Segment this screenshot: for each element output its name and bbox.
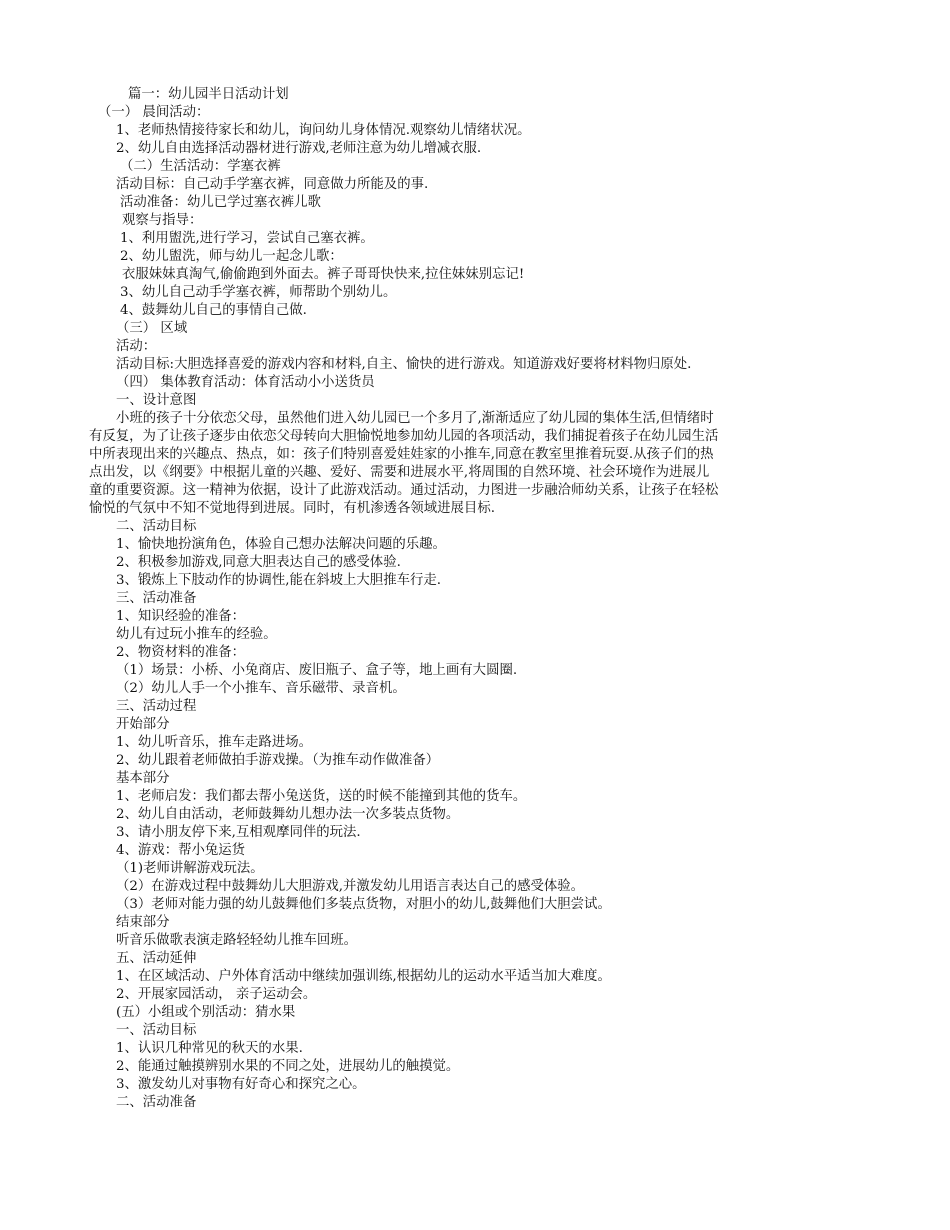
list-item: （2）幼儿人手一个小推车、音乐磁带、录音机。 [116,681,406,696]
subheading: 结束部分 [116,915,170,930]
paragraph-line: 愉悦的气氛中不知不觉地得到进展。同时，有机渗透各领域进展目标. [89,501,495,516]
section-heading: （三） 区域 [116,321,188,336]
list-item: 2、积极参加游戏,同意大胆表达自己的感受体验. [116,555,401,570]
text-line: 观察与指导： [122,213,203,228]
paragraph-line: 有反复，为了让孩子逐步由依恋父母转向大胆愉悦地参加幼儿园的各项活动，我们捕捉着孩子在幼儿园生活 [89,429,719,444]
document-title: 篇一：幼儿园半日活动计划 [128,87,289,102]
list-item: 4、鼓舞幼儿自己的事情自己做. [120,303,307,318]
list-item: 4、游戏：帮小兔运货 [116,843,246,858]
paragraph-line: 童的重要资源。这一精神为依据，设计了此游戏活动。通过活动，力图进一步融洽师幼关系，让孩子在轻松 [89,483,719,498]
list-item: 2、幼儿盥洗，师与幼儿一起念儿歌： [120,249,343,264]
list-item: （2）在游戏过程中鼓舞幼儿大胆游戏,并激发幼儿用语言表达自己的感受体验。 [116,879,585,894]
list-item: 2、物资材料的准备： [116,645,246,660]
list-item: 3、激发幼儿对事物有好奇心和探究之心。 [116,1077,366,1092]
list-item: 3、锻炼上下肢动作的协调性,能在斜坡上大胆推车行走. [116,573,442,588]
section-heading: (五）小组或个别活动：猜水果 [116,1005,296,1020]
section-heading: （一） 晨间活动： [98,105,210,120]
list-item: 1、幼儿听音乐，推车走路进场。 [116,735,312,750]
list-item: 2、幼儿跟着老师做拍手游戏操。（为推车动作做准备） [116,753,440,768]
list-item: 1、老师热情接待家长和幼儿，询问幼儿身体情况.观察幼儿情绪状况。 [116,123,531,138]
subheading: 一、设计意图 [116,393,197,408]
text-line: 活动： [116,339,157,354]
list-item: 2、幼儿自由活动，老师鼓舞幼儿想办法一次多装点货物。 [116,807,460,822]
list-item: 1、知识经验的准备： [116,609,246,624]
list-item: （1）场景：小桥、小兔商店、废旧瓶子、盒子等，地上画有大圆圈. [116,663,518,678]
list-item: 3、请小朋友停下来,互相观摩同伴的玩法. [116,825,361,840]
text-line: 活动准备：幼儿已学过塞衣裤儿歌 [120,195,321,210]
list-item: 3、幼儿自己动手学塞衣裤，师帮助个别幼儿。 [120,285,397,300]
paragraph-line: 小班的孩子十分依恋父母，虽然他们进入幼儿园已一个多月了,渐渐适应了幼儿园的集体生活,但情绪时 [116,411,714,426]
subheading: 一、活动目标 [116,1023,197,1038]
list-item: 1、老师启发：我们都去帮小兔送货，送的时候不能撞到其他的货车。 [116,789,527,804]
list-item: 1、利用盥洗,进行学习，尝试自己塞衣裤。 [120,231,374,246]
text-line: 幼儿有过玩小推车的经验。 [116,627,277,642]
subheading: 开始部分 [116,717,170,732]
list-item: 1、在区域活动、户外体育活动中继续加强训练,根据幼儿的运动水平适当加大难度。 [116,969,611,984]
list-item: 2、开展家园活动， 亲子运动会。 [116,987,317,1002]
subheading: 二、活动目标 [116,519,197,534]
text-line: 听音乐做歌表演走路轻轻幼儿推车回班。 [116,933,358,948]
list-item: （3）老师对能力强的幼儿鼓舞他们多装点货物，对胆小的幼儿,鼓舞他们大胆尝试。 [116,897,611,912]
subheading: 五、活动延伸 [116,951,197,966]
list-item: （1)老师讲解游戏玩法。 [116,861,264,876]
subheading: 三、活动过程 [116,699,197,714]
list-item: 2、能通过触摸辨别水果的不同之处，进展幼儿的触摸觉。 [116,1059,460,1074]
subheading: 二、活动准备 [116,1095,197,1110]
paragraph-line: 中所表现出来的兴趣点、热点，如：孩子们特别喜爱娃娃家的小推车,同意在教室里推着玩耍.从孩子们的热 [89,447,714,462]
subheading: 三、活动准备 [116,591,197,606]
section-heading: （四） 集体教育活动：体育活动小小送货员 [116,375,375,390]
section-heading: （二）生活活动：学塞衣裤 [120,159,281,174]
text-line: 衣服妹妹真淘气,偷偷跑到外面去。裤子哥哥快快来,拉住妹妹别忘记! [122,267,525,282]
text-line: 活动目标:大胆选择喜爱的游戏内容和材料,自主、愉快的进行游戏。知道游戏好要将材料物归原处. [116,357,692,372]
list-item: 1、认识几种常见的秋天的水果. [116,1041,303,1056]
list-item: 1、愉快地扮演角色，体验自己想办法解决问题的乐趣。 [116,537,446,552]
list-item: 2、幼儿自由选择活动器材进行游戏,老师注意为幼儿增减衣服. [116,141,482,156]
subheading: 基本部分 [116,771,170,786]
text-line: 活动目标：自己动手学塞衣裤，同意做力所能及的事. [116,177,429,192]
paragraph-line: 点出发，以《纲要》中根据儿童的兴趣、爱好、需要和进展水平,将周围的自然环境、社会环境作为进展儿 [89,465,710,480]
